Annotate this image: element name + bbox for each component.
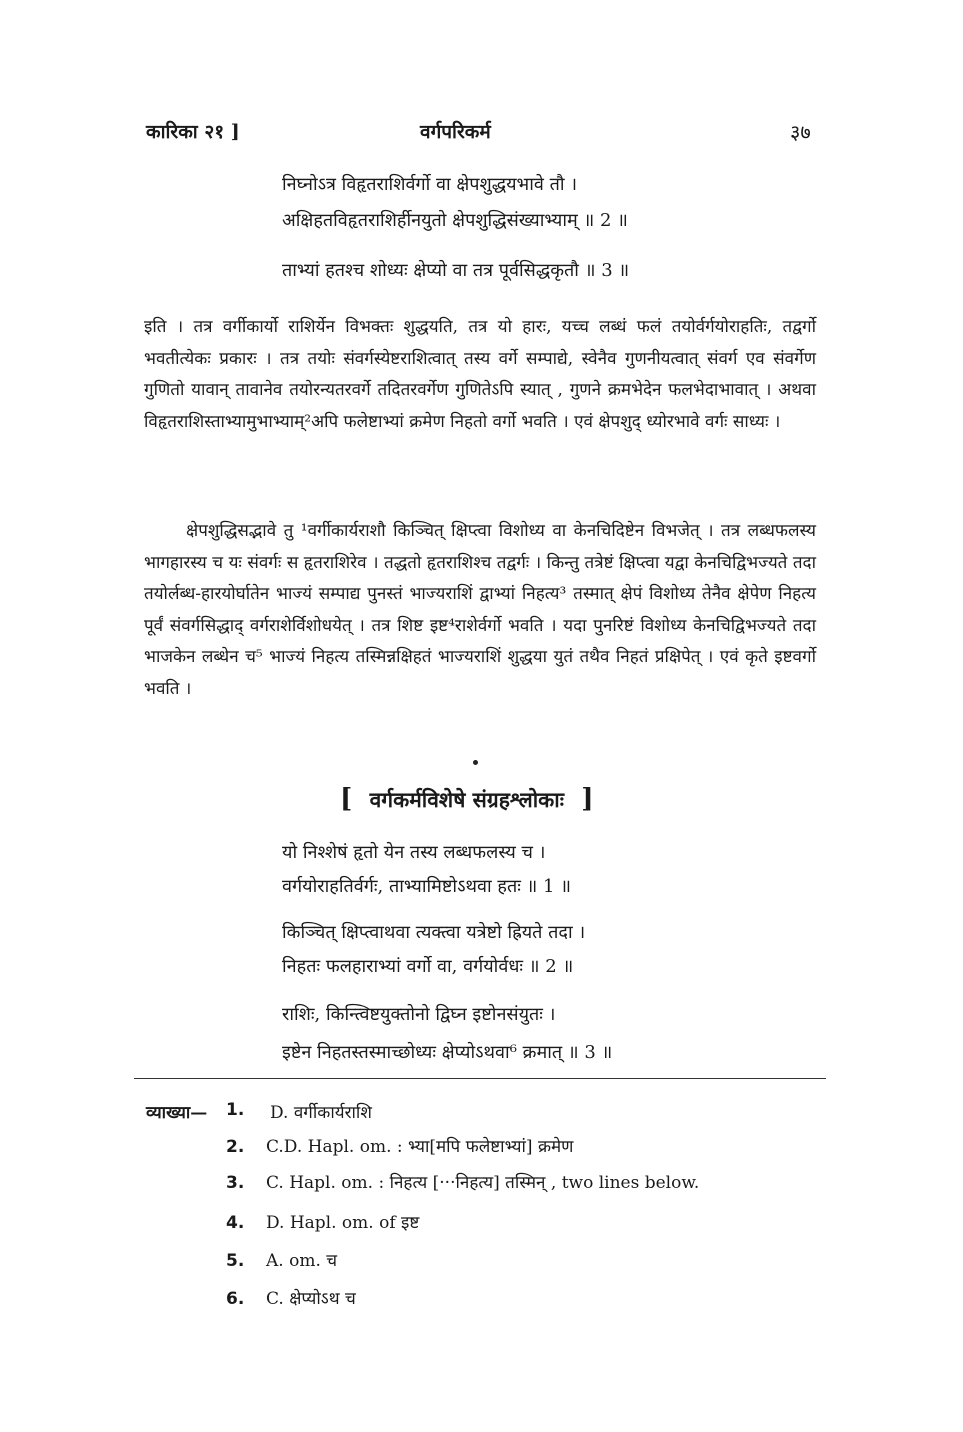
heading-bracket-close: ] — [581, 784, 594, 814]
ornament-dot — [473, 760, 478, 765]
footnote — [270, 1100, 372, 1123]
footnotes-label: व्याख्या— — [146, 1103, 208, 1123]
verse-line: इष्टेन निहतस्तस्माच्छोध्यः क्षेप्योऽथवा⁶ क्रमात् ॥ 3 ॥ — [282, 1042, 613, 1063]
verse-line: ताभ्यां हतश्च शोध्यः क्षेप्यो वा तत्र पूर्वसिद्धकृतौ ॥ 3 ॥ — [282, 260, 630, 281]
footnote-number-label: 4. — [226, 1213, 245, 1233]
page-number: ३७ — [790, 120, 811, 144]
footnote-number-label: 3. — [226, 1173, 245, 1193]
footnote-text: C. क्षेप्योऽथ च — [266, 1289, 356, 1309]
paragraph-text: क्षेपशुद्धिसद्भावे तु ¹वर्गीकार्यराशौ किञ्चित् क्षिप्त्वा विशोध्य वा केनचिदिष्टेन विभजेत् । तत्र लब्धफलस्य भागहारस्य च यः संवर्गः स हृतराशिरेव । तद्धतो हृतराशिश्च तद्वर्गः । किन्तु तत्रेष्टं क्षिप्त्वा यद्वा केनचिद्विभज्यते तदा तयोर्लब्ध-हारयोर्घातेन भाज्यं सम्पाद्य पुनस्तं भाज्यराशिं द्वाभ्यां निहत्य³ तस्मात् क्षेपं विशोध्य तेनैव क्षेपेण निहत्य पूर्वं संवर्गसिद्धाद् वर्गराशेर्विशोधयेत् । तत्र शिष्ट इष्ट⁴राशेर्वर्गो भवति । यदा पुनरिष्टं विशोध्य केनचिद्विभज्यते तदा भाजकेन लब्धेन च⁵ भाज्यं निहत्य तस्मिन्नक्षिहतं भाज्यराशिं शुद्धया युतं तथैव निहतं प्रक्षिपेत् । एवं कृते इष्टवर्गो भवति । — [144, 521, 816, 699]
footnote-text: D. Hapl. om. of इष्ट — [266, 1213, 420, 1233]
footnote — [226, 1248, 337, 1271]
paragraph-text: इति । तत्र वर्गीकार्यो राशिर्येन विभक्तः शुद्धयति, तत्र यो हारः, यच्च लब्धं फलं तयोर्वर्गयोराहतिः, तद्वर्गो भवतीत्येकः प्रकारः । तत्र तयोः संवर्गस्येष्टराशित्वात् तस्य वर्गे सम्पाद्ये, स्वेनैव गुणनीयत्वात् संवर्ग एव संवर्गेण गुणितो यावान् तावानेव तयोरन्यतरवर्गे तदितरवर्गेण गुणितेऽपि स्यात् , गुणने क्रमभेदेन फलभेदाभावात् । अथवा विहृतराशिस्ताभ्यामुभाभ्याम्²अपि फलेष्टाभ्यां क्रमेण निहतो वर्गो भवति । एवं क्षेपशुद् ध्योरभावे वर्गः साध्यः । — [144, 317, 816, 432]
footnote-text: C.D. Hapl. om. : भ्या[मपि फलेष्टाभ्यां] क्रमेण — [266, 1137, 574, 1157]
footnote-divider — [134, 1078, 826, 1079]
verse-line: निघ्नोऽत्र विहृतराशिर्वर्गो वा क्षेपशुद्धयभावे तौ । — [282, 174, 578, 195]
footnote — [226, 1210, 419, 1233]
footnote-number-label: 2. — [226, 1137, 245, 1157]
commentary-paragraph — [144, 312, 816, 438]
verse-line: अक्षिहतविहृतराशिर्हीनयुतो क्षेपशुद्धिसंख्याभ्याम् ॥ 2 ॥ — [282, 210, 628, 231]
footnote-text: C. Hapl. om. : निहत्य [···निहत्य] तस्मिन् , two lines below. — [266, 1173, 700, 1193]
section-heading-text: वर्गकर्मविशेषे संग्रहश्लोकाः — [369, 787, 564, 812]
header-karika-ref: कारिका २१ ] — [146, 121, 240, 143]
footnote-number-label: 1. — [226, 1100, 245, 1120]
verse-line: किञ्चित् क्षिप्त्वाथवा त्यक्त्वा यत्रेष्टो ह्रियते तदा । — [282, 922, 586, 943]
commentary-paragraph — [144, 516, 816, 705]
footnote-number-label: 5. — [226, 1251, 245, 1271]
footnote — [226, 1286, 356, 1309]
heading-bracket-open: [ — [340, 784, 353, 814]
footnote-text: D. वर्गीकार्यराशि — [270, 1103, 372, 1123]
verse-line: निहतः फलहाराभ्यां वर्गो वा, वर्गयोर्वधः ॥ 2 ॥ — [282, 956, 574, 977]
footnote — [226, 1134, 573, 1157]
verse-line: राशिः, किन्त्विष्टयुक्तोनो द्विघ्न इष्टोनसंयुतः । — [282, 1004, 556, 1025]
section-heading — [340, 784, 594, 814]
footnote — [226, 1170, 699, 1193]
footnote-number — [226, 1100, 266, 1120]
footnote-number-label: 6. — [226, 1289, 245, 1309]
header-chapter-title: वर्गपरिकर्म — [420, 121, 491, 143]
verse-line: यो निश्शेषं हृतो येन तस्य लब्धफलस्य च । — [282, 842, 546, 863]
verse-line: वर्गयोराहतिर्वर्गः, ताभ्यामिष्टोऽथवा हतः ॥ 1 ॥ — [282, 876, 572, 897]
footnote-text: A. om. च — [266, 1251, 338, 1271]
